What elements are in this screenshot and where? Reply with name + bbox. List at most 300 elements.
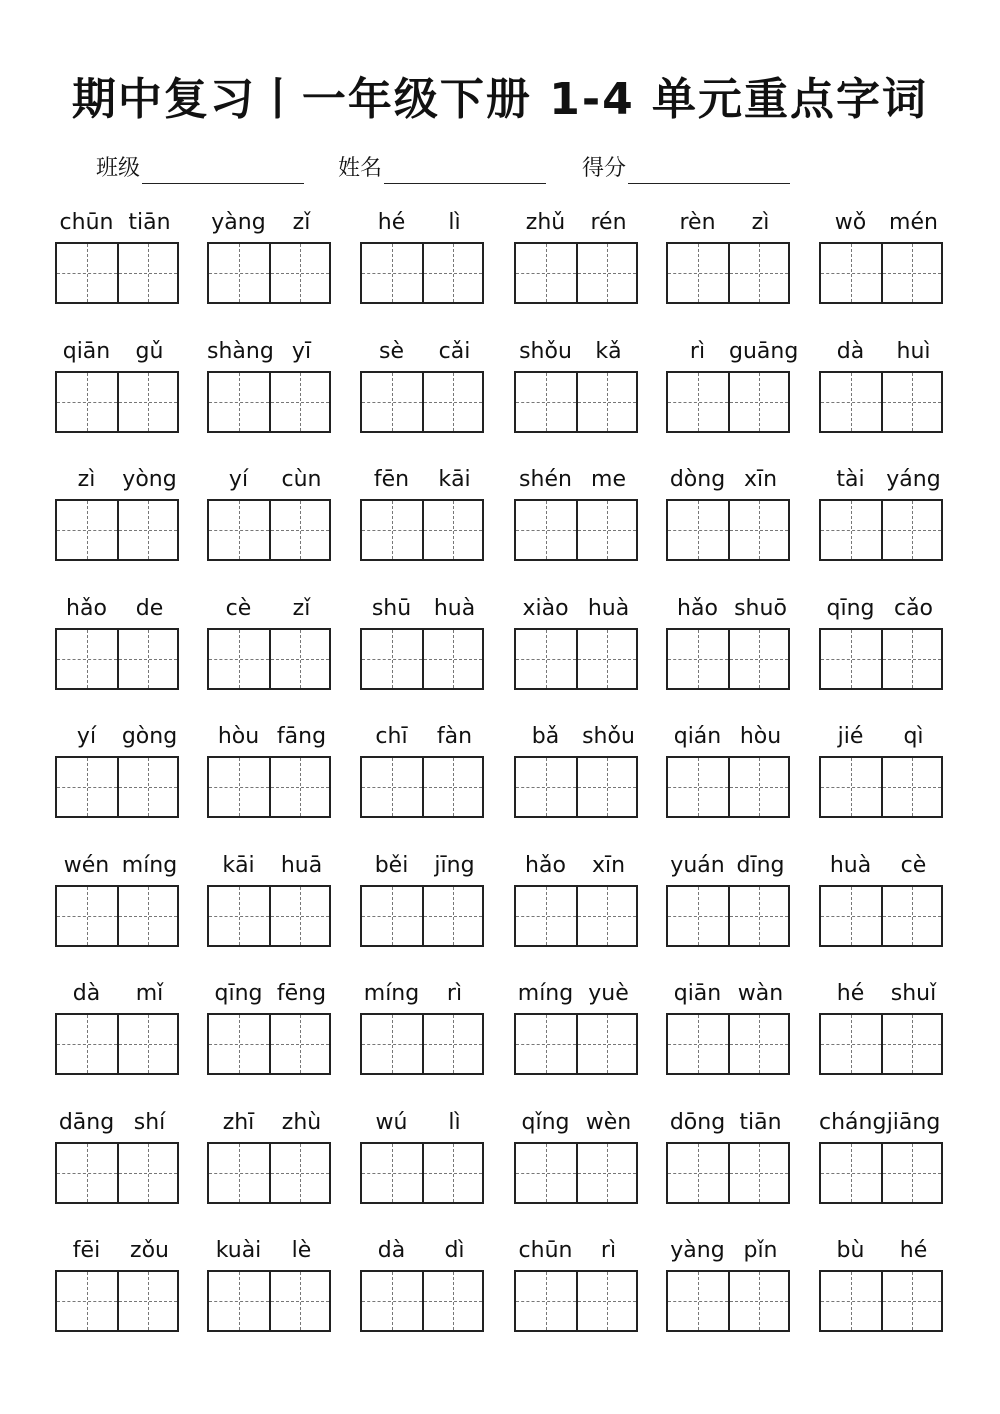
character-writing-cell[interactable] — [881, 630, 941, 688]
tianzige-boxes — [55, 1142, 179, 1204]
tianzige-boxes — [55, 628, 179, 690]
character-writing-cell[interactable] — [728, 244, 788, 302]
character-writing-cell[interactable] — [728, 758, 788, 816]
tianzige-boxes — [207, 1013, 331, 1075]
pinyin-syllable: shuō — [734, 596, 787, 621]
word-item — [514, 334, 640, 444]
character-writing-cell[interactable] — [668, 758, 728, 816]
character-writing-cell[interactable] — [881, 1015, 941, 1073]
character-writing-cell[interactable] — [362, 887, 422, 945]
character-writing-cell[interactable] — [57, 887, 117, 945]
tianzige-boxes — [514, 1013, 638, 1075]
word-item — [207, 1105, 333, 1215]
character-writing-cell[interactable] — [117, 1015, 177, 1073]
pinyin-syllable: hǎo — [66, 596, 107, 621]
word-item — [666, 848, 792, 958]
word-item — [514, 719, 640, 829]
character-writing-cell[interactable] — [57, 630, 117, 688]
word-item — [360, 591, 486, 701]
character-writing-cell[interactable] — [422, 1272, 482, 1330]
word-item — [360, 462, 486, 572]
character-writing-cell[interactable] — [209, 501, 269, 559]
tianzige-boxes — [55, 1013, 179, 1075]
pinyin-syllable: rì — [600, 1238, 617, 1263]
pinyin-row — [514, 976, 640, 1012]
word-item — [666, 334, 799, 444]
pinyin-syllable: zǐ — [292, 210, 311, 235]
pinyin-syllable: hé — [836, 981, 865, 1006]
word-item — [666, 719, 792, 829]
character-writing-cell[interactable] — [362, 1272, 422, 1330]
character-writing-cell[interactable] — [362, 630, 422, 688]
name-field[interactable] — [338, 148, 546, 184]
pinyin-row — [207, 1233, 333, 1269]
character-writing-cell[interactable] — [576, 887, 636, 945]
pinyin-syllable: sè — [379, 339, 404, 364]
pinyin-syllable: zhù — [281, 1110, 322, 1135]
character-writing-cell[interactable] — [576, 630, 636, 688]
pinyin-row — [360, 848, 486, 884]
word-item — [819, 976, 945, 1086]
tianzige-boxes — [360, 1270, 484, 1332]
pinyin-syllable: tiān — [128, 210, 171, 235]
tianzige-boxes — [514, 756, 638, 818]
character-writing-cell[interactable] — [362, 244, 422, 302]
pinyin-syllable: lì — [448, 1110, 461, 1135]
character-writing-cell[interactable] — [728, 887, 788, 945]
pinyin-syllable: zhǔ — [525, 210, 566, 235]
character-writing-cell[interactable] — [728, 501, 788, 559]
character-writing-cell[interactable] — [269, 501, 329, 559]
pinyin-syllable: dōng — [669, 1110, 726, 1135]
pinyin-syllable: fāng — [276, 724, 327, 749]
pinyin-row — [207, 1105, 333, 1141]
pinyin-syllable: shǒu — [519, 339, 572, 364]
tianzige-boxes — [819, 499, 943, 561]
character-writing-cell[interactable] — [881, 887, 941, 945]
character-writing-cell[interactable] — [668, 244, 728, 302]
character-writing-cell[interactable] — [881, 244, 941, 302]
pinyin-row — [666, 1233, 792, 1269]
tianzige-boxes — [55, 1270, 179, 1332]
pinyin-syllable: xīn — [591, 853, 626, 878]
character-writing-cell[interactable] — [422, 758, 482, 816]
character-writing-cell[interactable] — [576, 501, 636, 559]
pinyin-syllable: zǒu — [130, 1238, 169, 1263]
word-item — [55, 591, 181, 701]
pinyin-syllable: dòng — [669, 467, 726, 492]
pinyin-syllable: zì — [77, 467, 96, 492]
word-item — [819, 462, 945, 572]
character-writing-cell[interactable] — [362, 501, 422, 559]
pinyin-syllable: míng — [121, 853, 178, 878]
character-writing-cell[interactable] — [516, 373, 576, 431]
pinyin-row — [514, 848, 640, 884]
character-writing-cell[interactable] — [422, 501, 482, 559]
word-item — [666, 205, 792, 315]
pinyin-syllable: wú — [375, 1110, 408, 1135]
character-writing-cell[interactable] — [821, 1015, 881, 1073]
character-writing-cell[interactable] — [422, 1015, 482, 1073]
character-writing-cell[interactable] — [269, 373, 329, 431]
tianzige-boxes — [819, 628, 943, 690]
tianzige-boxes — [666, 1142, 790, 1204]
pinyin-syllable: yòng — [122, 467, 177, 492]
word-item — [514, 1105, 640, 1215]
pinyin-row — [55, 976, 181, 1012]
tianzige-boxes — [207, 756, 331, 818]
character-writing-cell[interactable] — [362, 373, 422, 431]
pinyin-syllable: huì — [896, 339, 931, 364]
word-item — [207, 462, 333, 572]
word-item — [819, 1105, 945, 1215]
tianzige-boxes — [819, 242, 943, 304]
pinyin-row — [514, 205, 640, 241]
tianzige-boxes — [360, 242, 484, 304]
pinyin-syllable: bù — [836, 1238, 865, 1263]
character-writing-cell[interactable] — [422, 1144, 482, 1202]
word-item — [360, 848, 486, 958]
word-item — [207, 848, 333, 958]
character-writing-cell[interactable] — [516, 501, 576, 559]
character-writing-cell[interactable] — [668, 1015, 728, 1073]
character-writing-cell[interactable] — [668, 373, 728, 431]
character-writing-cell[interactable] — [516, 1272, 576, 1330]
character-writing-cell[interactable] — [422, 244, 482, 302]
pinyin-row — [666, 1105, 792, 1141]
name-label: 姓名 — [338, 156, 383, 181]
character-writing-cell[interactable] — [821, 244, 881, 302]
word-item — [666, 976, 792, 1086]
class-label: 班级 — [96, 156, 141, 181]
word-item — [819, 719, 945, 829]
pinyin-syllable: chūn — [59, 210, 114, 235]
pinyin-syllable: lì — [448, 210, 461, 235]
word-item — [55, 719, 181, 829]
character-writing-cell[interactable] — [57, 501, 117, 559]
pinyin-row — [819, 719, 945, 755]
character-writing-cell[interactable] — [728, 373, 788, 431]
character-writing-cell[interactable] — [362, 1144, 422, 1202]
pinyin-syllable: de — [135, 596, 164, 621]
word-item — [514, 591, 640, 701]
character-writing-cell[interactable] — [516, 1015, 576, 1073]
character-writing-cell[interactable] — [881, 1144, 941, 1202]
pinyin-syllable: dà — [836, 339, 865, 364]
character-writing-cell[interactable] — [728, 1015, 788, 1073]
tianzige-boxes — [360, 1142, 484, 1204]
character-writing-cell[interactable] — [269, 630, 329, 688]
character-writing-cell[interactable] — [117, 244, 177, 302]
character-writing-cell[interactable] — [269, 1144, 329, 1202]
pinyin-syllable: dāng — [58, 1110, 115, 1135]
character-writing-cell[interactable] — [576, 373, 636, 431]
character-writing-cell[interactable] — [209, 758, 269, 816]
tianzige-boxes — [819, 756, 943, 818]
pinyin-syllable: yí — [228, 467, 249, 492]
pinyin-row — [819, 205, 945, 241]
character-writing-cell[interactable] — [516, 758, 576, 816]
tianzige-boxes — [514, 499, 638, 561]
word-item — [55, 848, 181, 958]
pinyin-row — [360, 462, 486, 498]
tianzige-boxes — [55, 499, 179, 561]
pinyin-syllable: jiāng — [886, 1110, 941, 1135]
word-item — [819, 848, 945, 958]
word-item — [360, 1233, 486, 1343]
pinyin-row — [819, 462, 945, 498]
character-writing-cell[interactable] — [57, 1144, 117, 1202]
tianzige-boxes — [207, 885, 331, 947]
character-writing-cell[interactable] — [117, 1144, 177, 1202]
pinyin-syllable: shū — [371, 596, 412, 621]
character-writing-cell[interactable] — [668, 630, 728, 688]
tianzige-boxes — [819, 885, 943, 947]
character-writing-cell[interactable] — [881, 1272, 941, 1330]
character-writing-cell[interactable] — [821, 887, 881, 945]
pinyin-syllable: qián — [673, 724, 722, 749]
character-writing-cell[interactable] — [576, 758, 636, 816]
pinyin-syllable: huā — [280, 853, 323, 878]
pinyin-syllable: yàng — [211, 210, 266, 235]
pinyin-syllable: zǐ — [292, 596, 311, 621]
character-writing-cell[interactable] — [57, 244, 117, 302]
pinyin-syllable: fēi — [72, 1238, 101, 1263]
pinyin-syllable: shàng — [207, 339, 274, 364]
pinyin-row — [55, 462, 181, 498]
tianzige-boxes — [666, 371, 790, 433]
pinyin-syllable: qǐng — [521, 1110, 570, 1135]
pinyin-syllable: gǔ — [135, 339, 164, 364]
character-writing-cell[interactable] — [516, 887, 576, 945]
character-writing-cell[interactable] — [576, 1144, 636, 1202]
character-writing-cell[interactable] — [362, 1015, 422, 1073]
pinyin-row — [360, 976, 486, 1012]
character-writing-cell[interactable] — [117, 630, 177, 688]
tianzige-boxes — [55, 756, 179, 818]
character-writing-cell[interactable] — [209, 1272, 269, 1330]
pinyin-syllable: chī — [375, 724, 408, 749]
pinyin-syllable: tiān — [739, 1110, 782, 1135]
character-writing-cell[interactable] — [209, 1144, 269, 1202]
pinyin-syllable: qīng — [826, 596, 875, 621]
pinyin-syllable: zhī — [222, 1110, 255, 1135]
word-item — [360, 334, 486, 444]
word-item — [55, 334, 181, 444]
character-writing-cell[interactable] — [209, 630, 269, 688]
character-writing-cell[interactable] — [269, 1015, 329, 1073]
pinyin-syllable: wén — [63, 853, 110, 878]
pinyin-syllable: zì — [751, 210, 770, 235]
pinyin-syllable: kǎ — [595, 339, 622, 364]
pinyin-row — [666, 719, 792, 755]
character-writing-cell[interactable] — [821, 373, 881, 431]
pinyin-syllable: gòng — [121, 724, 178, 749]
character-writing-cell[interactable] — [117, 758, 177, 816]
word-item — [514, 1233, 640, 1343]
character-writing-cell[interactable] — [269, 244, 329, 302]
pinyin-syllable: lè — [291, 1238, 312, 1263]
character-writing-cell[interactable] — [668, 1144, 728, 1202]
pinyin-syllable: qiān — [673, 981, 722, 1006]
tianzige-boxes — [514, 242, 638, 304]
character-writing-cell[interactable] — [57, 1272, 117, 1330]
pinyin-row — [819, 976, 945, 1012]
pinyin-row — [819, 334, 945, 370]
word-item — [207, 719, 333, 829]
pinyin-syllable: yí — [76, 724, 97, 749]
pinyin-syllable: mǐ — [135, 981, 164, 1006]
character-writing-cell[interactable] — [117, 501, 177, 559]
pinyin-syllable: qiān — [62, 339, 111, 364]
pinyin-syllable: hé — [377, 210, 406, 235]
character-writing-cell[interactable] — [269, 758, 329, 816]
character-writing-cell[interactable] — [881, 758, 941, 816]
pinyin-row — [207, 976, 333, 1012]
class-field[interactable] — [96, 148, 304, 184]
pinyin-syllable: cùn — [281, 467, 322, 492]
pinyin-row — [55, 848, 181, 884]
pinyin-row — [207, 205, 333, 241]
character-writing-cell[interactable] — [209, 373, 269, 431]
character-writing-cell[interactable] — [821, 501, 881, 559]
pinyin-syllable: cǎo — [893, 596, 934, 621]
character-writing-cell[interactable] — [576, 1015, 636, 1073]
character-writing-cell[interactable] — [422, 373, 482, 431]
word-item — [207, 591, 333, 701]
pinyin-syllable: rì — [689, 339, 706, 364]
character-writing-cell[interactable] — [117, 887, 177, 945]
pinyin-syllable: rén — [590, 210, 627, 235]
tianzige-boxes — [666, 1270, 790, 1332]
class-blank-line[interactable] — [142, 153, 304, 184]
tianzige-boxes — [55, 242, 179, 304]
character-writing-cell[interactable] — [117, 373, 177, 431]
pinyin-syllable: huà — [587, 596, 630, 621]
word-item — [360, 205, 486, 315]
pinyin-row — [666, 848, 792, 884]
character-writing-cell[interactable] — [821, 758, 881, 816]
tianzige-boxes — [207, 1270, 331, 1332]
pinyin-syllable: míng — [363, 981, 420, 1006]
pinyin-row — [55, 205, 181, 241]
tianzige-boxes — [666, 756, 790, 818]
pinyin-syllable: xīn — [743, 467, 778, 492]
pinyin-syllable: kāi — [222, 853, 255, 878]
pinyin-syllable: chūn — [518, 1238, 573, 1263]
score-field[interactable] — [582, 148, 790, 184]
character-writing-cell[interactable] — [209, 1015, 269, 1073]
character-writing-cell[interactable] — [668, 1272, 728, 1330]
word-item — [666, 1233, 792, 1343]
character-writing-cell[interactable] — [576, 1272, 636, 1330]
pinyin-syllable: dì — [444, 1238, 465, 1263]
pinyin-row — [514, 334, 640, 370]
character-writing-cell[interactable] — [728, 630, 788, 688]
tianzige-boxes — [819, 1142, 943, 1204]
tianzige-boxes — [666, 628, 790, 690]
pinyin-syllable: dà — [377, 1238, 406, 1263]
pinyin-syllable: wàn — [737, 981, 784, 1006]
pinyin-row — [207, 591, 333, 627]
pinyin-syllable: míng — [517, 981, 574, 1006]
tianzige-boxes — [819, 371, 943, 433]
tianzige-boxes — [360, 499, 484, 561]
pinyin-row — [360, 1105, 486, 1141]
tianzige-boxes — [514, 371, 638, 433]
tianzige-boxes — [514, 1270, 638, 1332]
character-writing-cell[interactable] — [881, 373, 941, 431]
word-item — [207, 334, 333, 444]
word-item — [819, 205, 945, 315]
character-writing-cell[interactable] — [269, 1272, 329, 1330]
pinyin-syllable: mén — [889, 210, 938, 235]
pinyin-row — [514, 591, 640, 627]
pinyin-row — [207, 848, 333, 884]
character-writing-cell[interactable] — [209, 244, 269, 302]
character-writing-cell[interactable] — [668, 887, 728, 945]
character-writing-cell[interactable] — [117, 1272, 177, 1330]
word-item — [514, 462, 640, 572]
pinyin-syllable: dà — [72, 981, 101, 1006]
tianzige-boxes — [207, 628, 331, 690]
character-writing-cell[interactable] — [422, 630, 482, 688]
pinyin-row — [514, 1233, 640, 1269]
tianzige-boxes — [666, 1013, 790, 1075]
pinyin-syllable: jié — [837, 724, 864, 749]
word-item — [360, 1105, 486, 1215]
character-writing-cell[interactable] — [728, 1144, 788, 1202]
pinyin-syllable: yī — [291, 339, 312, 364]
character-writing-cell[interactable] — [881, 501, 941, 559]
pinyin-row — [207, 462, 333, 498]
score-blank-line[interactable] — [628, 153, 790, 184]
name-blank-line[interactable] — [384, 153, 546, 184]
character-writing-cell[interactable] — [516, 244, 576, 302]
word-item — [55, 1233, 181, 1343]
pinyin-row — [55, 591, 181, 627]
pinyin-row — [819, 1233, 945, 1269]
character-writing-cell[interactable] — [57, 758, 117, 816]
character-writing-cell[interactable] — [209, 887, 269, 945]
word-item — [360, 719, 486, 829]
tianzige-boxes — [55, 371, 179, 433]
word-item — [55, 1105, 181, 1215]
pinyin-syllable: shǒu — [582, 724, 635, 749]
character-writing-cell[interactable] — [362, 758, 422, 816]
pinyin-row — [514, 462, 640, 498]
character-writing-cell[interactable] — [668, 501, 728, 559]
character-writing-cell[interactable] — [57, 373, 117, 431]
character-writing-cell[interactable] — [516, 1144, 576, 1202]
score-label: 得分 — [582, 156, 627, 181]
character-writing-cell[interactable] — [269, 887, 329, 945]
character-writing-cell[interactable] — [516, 630, 576, 688]
character-writing-cell[interactable] — [728, 1272, 788, 1330]
pinyin-syllable: hòu — [217, 724, 260, 749]
character-writing-cell[interactable] — [57, 1015, 117, 1073]
character-writing-cell[interactable] — [821, 1144, 881, 1202]
pinyin-row — [666, 976, 792, 1012]
pinyin-row — [207, 334, 333, 370]
character-writing-cell[interactable] — [821, 630, 881, 688]
character-writing-cell[interactable] — [422, 887, 482, 945]
pinyin-syllable: guāng — [729, 339, 799, 364]
character-writing-cell[interactable] — [821, 1272, 881, 1330]
character-writing-cell[interactable] — [576, 244, 636, 302]
pinyin-syllable: qīng — [214, 981, 263, 1006]
pinyin-row — [55, 719, 181, 755]
